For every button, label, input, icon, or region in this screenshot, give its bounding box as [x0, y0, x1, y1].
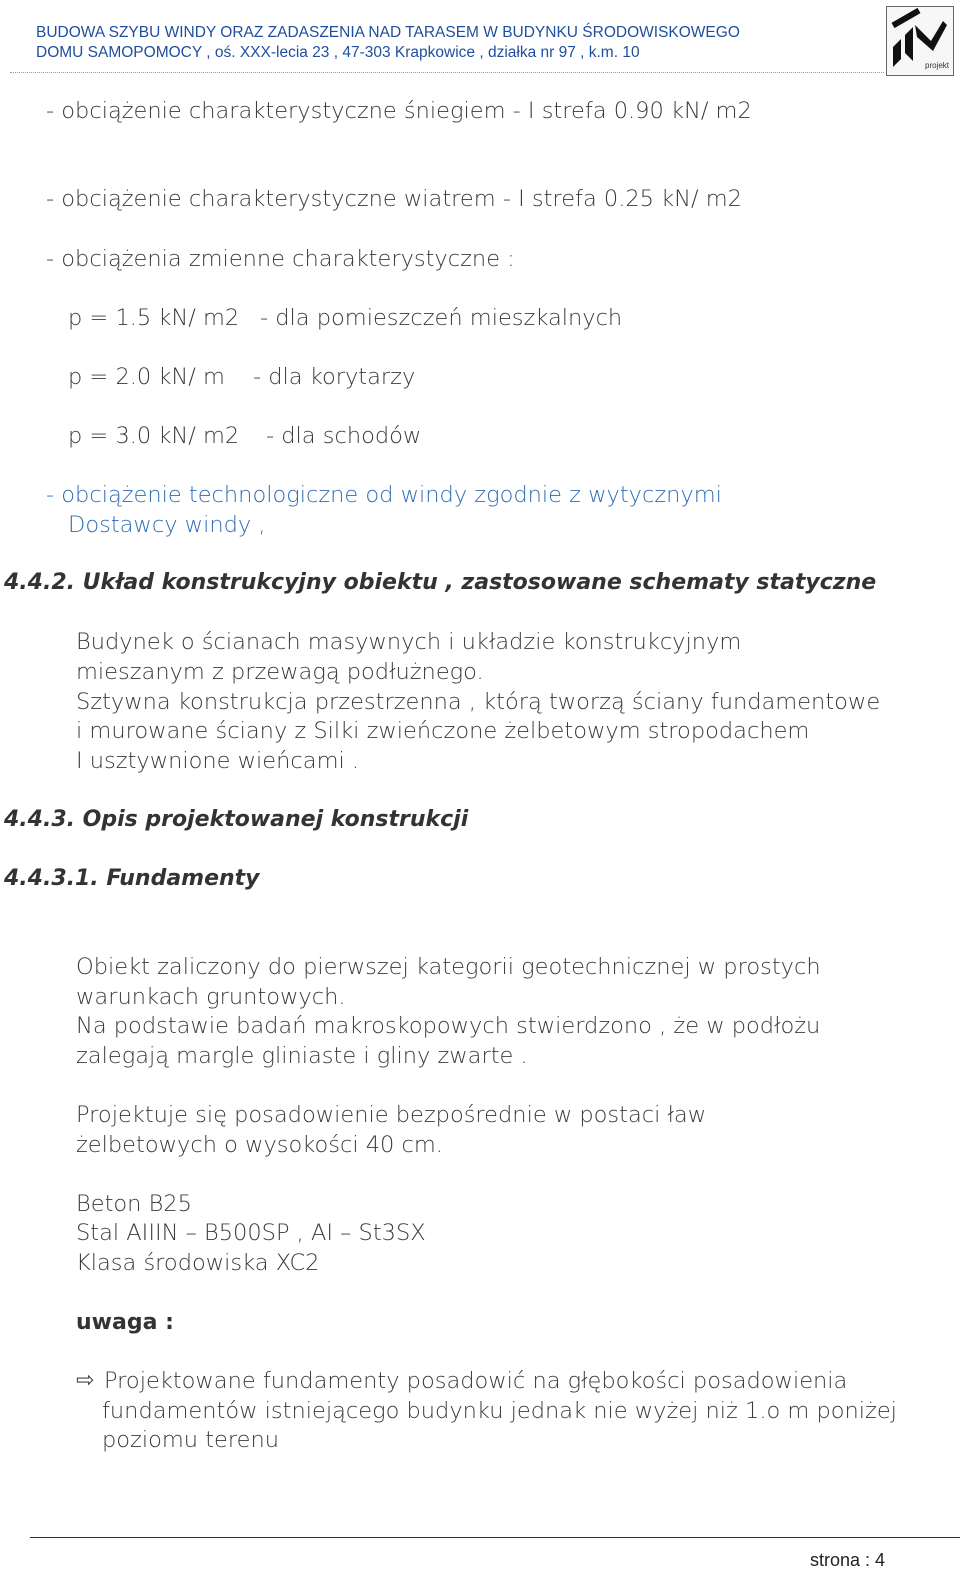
section-443-title: 4.4.3. Opis projektowanej konstrukcji — [4, 807, 469, 832]
load-p1-value: p = 1.5 kN/ m2 — [68, 305, 240, 331]
material-steel: Stal AIIIN – B500SP , AI – St3SX — [76, 1220, 426, 1246]
footer-divider — [30, 1537, 960, 1538]
company-logo — [886, 6, 954, 76]
note-line-3: poziomu terenu — [102, 1427, 279, 1453]
header-line-2: DOMU SAMOPOMOCY , oś. XXX-lecia 23 , 47-303 Krapkowice , działka nr 97 , k.m. 10 — [36, 44, 640, 61]
load-p3-desc: - dla schodów — [266, 423, 422, 449]
section-442-line-1: Budynek o ścianach masywnych i układzie konstrukcyjnym — [76, 629, 742, 655]
load-p3-value: p = 3.0 kN/ m2 — [68, 423, 240, 449]
tech-load-line-2: Dostawcy windy , — [68, 512, 266, 538]
arrow-bullet-icon: ⇨ — [76, 1368, 95, 1393]
foundation-para2-line-1: Projektuje się posadowienie bezpośrednie w postaci ław — [76, 1102, 707, 1128]
load-p2-value: p = 2.0 kN/ m — [68, 364, 225, 390]
note-line-1: Projektowane fundamenty posadowić na głębokości posadowienia — [104, 1368, 848, 1394]
snow-load-text: - obciążenie charakterystyczne śniegiem - I strefa 0.90 kN/ m2 — [46, 98, 752, 124]
section-442-line-2: mieszanym z przewagą podłużnego. — [76, 659, 484, 685]
foundation-para1-line-4: zalegają margle gliniaste i gliny zwarte . — [76, 1043, 528, 1069]
foundation-para2-line-2: żelbetowych o wysokości 40 cm. — [76, 1132, 443, 1158]
material-concrete: Beton B25 — [76, 1191, 192, 1217]
foundation-para1-line-2: warunkach gruntowych. — [76, 984, 346, 1010]
header-divider — [10, 72, 884, 73]
logo-text: projekt — [925, 61, 950, 70]
foundation-para1-line-1: Obiekt zaliczony do pierwszej kategorii geotechnicznej w prostych — [76, 954, 821, 980]
header-line-1: BUDOWA SZYBU WINDY ORAZ ZADASZENIA NAD TARASEM W BUDYNKU ŚRODOWISKOWEGO — [36, 24, 740, 41]
tech-load-line-1: - obciążenie technologiczne od windy zgodnie z wytycznymi — [46, 482, 722, 508]
section-442-title: 4.4.2. Układ konstrukcyjny obiektu , zastosowane schematy statyczne — [4, 570, 877, 595]
load-p1-desc: - dla pomieszczeń mieszkalnych — [260, 305, 623, 331]
section-442-line-3: Sztywna konstrukcja przestrzenna , którą tworzą ściany fundamentowe — [76, 689, 881, 715]
section-4431-title: 4.4.3.1. Fundamenty — [4, 866, 260, 891]
variable-load-text: - obciążenia zmienne charakterystyczne : — [46, 246, 515, 272]
note-line-2: fundamentów istniejącego budynku jednak nie wyżej niż 1.o m poniżej — [102, 1398, 897, 1424]
load-p2-desc: - dla korytarzy — [253, 364, 416, 390]
section-442-line-4: i murowane ściany z Silki zwieńczone żelbetowym stropodachem — [76, 718, 810, 744]
wind-load-text: - obciążenie charakterystyczne wiatrem - I strefa 0.25 kN/ m2 — [46, 186, 742, 212]
foundation-para1-line-3: Na podstawie badań makroskopowych stwierdzono , że w podłożu — [76, 1013, 821, 1039]
material-exposure-class: Klasa środowiska XC2 — [76, 1250, 320, 1276]
note-label: uwaga : — [76, 1310, 174, 1335]
section-442-line-5: I usztywnione wieńcami . — [76, 748, 360, 774]
page-number: strona : 4 — [810, 1550, 886, 1570]
